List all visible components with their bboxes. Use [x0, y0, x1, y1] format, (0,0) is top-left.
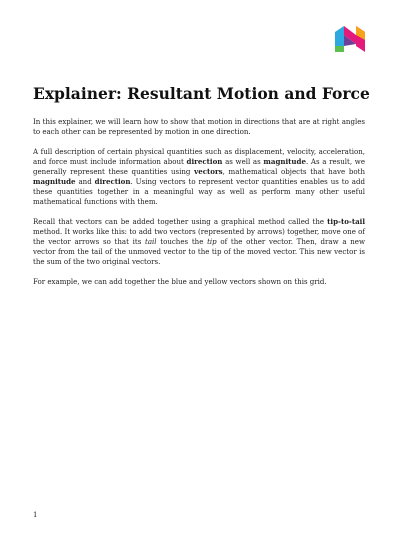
tip-to-tail-paragraph: [33, 217, 365, 267]
term-tip: tip: [207, 236, 217, 246]
intro-text: In this explainer, we will learn how to show that motion in directions that are at right angles to each other can be represented by motion in one direction.: [33, 117, 365, 137]
term-vectors: vectors: [194, 166, 223, 176]
term-magnitude: magnitude: [33, 176, 76, 186]
example-paragraph: [33, 277, 365, 287]
paragraph-text: . Using vectors to represent vector quantities enables us to add these quantities together in a meaningful way as well as perform many other useful mathematical functions with them.: [33, 176, 365, 207]
paragraph-text: method. It works like this: to add two vectors (represented by arrows) together, move one of the vector arrows so that its: [33, 226, 365, 246]
explainer-body: [33, 117, 365, 296]
term-direction: direction: [94, 176, 131, 186]
intro-paragraph: [33, 117, 365, 137]
page-number: 1: [33, 511, 38, 519]
paragraph-text: , mathematical objects that have both: [222, 166, 365, 176]
paragraph-text: as well as: [222, 156, 264, 166]
paragraph-text: and: [75, 176, 95, 186]
term-tip-to-tail: tip-to-tail: [327, 216, 365, 226]
paragraph-text: A full description of certain physical quantities such as displacement, velocity, acceleration, and force must include information about: [33, 146, 365, 166]
paragraph-text: Recall that vectors can be added together using a graphical method called the: [33, 216, 328, 226]
vector-description-paragraph: [33, 147, 365, 208]
term-direction: direction: [186, 156, 223, 166]
paragraph-text: . As a result, we generally represent these quantities using: [33, 156, 365, 176]
term-tail: tail: [145, 236, 157, 246]
paragraph-text: touches the: [156, 236, 208, 246]
example-text: For example, we can add together the blue and yellow vectors shown on this grid.: [33, 276, 327, 286]
nagwa-logo-icon: [335, 26, 365, 52]
logo-bottom-panel: [335, 46, 344, 52]
term-magnitude: magnitude: [263, 156, 306, 166]
page-title: Explainer: Resultant Motion and Force: [33, 84, 370, 103]
paragraph-text: of the other vector. Then, draw a new vector from the tail of the unmoved vector to the tip of the moved vector. This new vector is the sum of the two original vectors.: [33, 236, 365, 267]
